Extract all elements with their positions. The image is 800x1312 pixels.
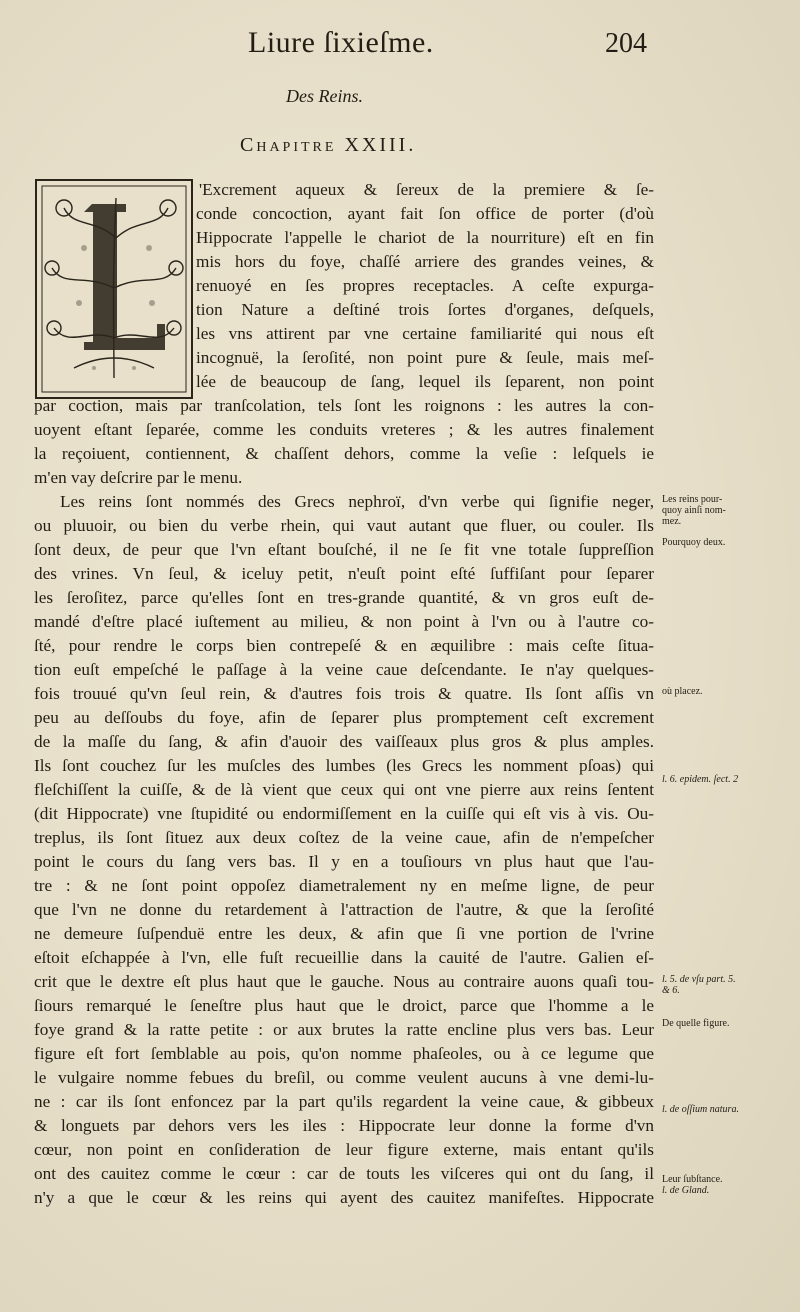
text-line: point le cours du ſang vers bas. Il y en a touſiours vn plus haut que l'au- [34, 852, 654, 871]
margin-note-citation-epidem: l. 6. epidem. ſect. 2 [662, 774, 739, 785]
text-line: tion euſt empeſché le paſſage à la veine caue deſcendante. Ie n'ay quelques- [34, 660, 654, 679]
text-line: foye grand & la ratte petite : or aux brutes la ratte encline plus vers bas. Leur [34, 1020, 654, 1039]
margin-note-citation-vsu: l. 5. de vſu part. 5. & 6. [662, 974, 736, 996]
margin-note-de-quelle-figure: De quelle figure. [662, 1018, 730, 1029]
text-line: ſté, pour rendre le corps bien contrepeſé & en æquilibre : mais ceſte ſitua- [34, 636, 654, 655]
text-line: mandé d'eſtre placé iuſtement au milieu, & non point à l'vn ou à l'autre co- [34, 612, 654, 631]
text-line: (dit Hippocrate) vne ſtupidité ou endormiſſement en la cuiſſe qui eſt vis à vis. Ou- [34, 804, 654, 823]
text-line: Les reins ſont nommés des Grecs nephroï, d'vn verbe qui ſignifie neger, [60, 492, 654, 511]
text-line: Ils ſont couchez ſur les muſcles des lumbes (les Grecs les nomment pſoas) qui [34, 756, 654, 775]
text-line: les vns attirent par vne certaine familiarité qui nous eſt [196, 324, 654, 343]
text-line: tre : & ne ſont point oppoſez diametralement ny en meſme ligne, de peur [34, 876, 654, 895]
text-line: figure eſt fort ſemblable au pois, qu'on nomme phaſeoles, ou à ce legume que [34, 1044, 654, 1063]
text-line: fleſchiſſent la cuiſſe, & de là vient que ceux qui ont vne pierre aux reins ſentent [34, 780, 654, 799]
text-line: de la maſſe du ſang, & afin d'auoir des vaiſſeaux plus gros & plus amples. [34, 732, 654, 751]
text-line: ne : car ils ſont enfoncez par la part qu'ils regardent la veine caue, & gibbeux [34, 1092, 654, 1111]
margin-note-citation-ossium: l. de oſſium natura. [662, 1104, 739, 1115]
text-line: incognuë, la ſeroſité, non point pure & ſeule, mais meſ- [196, 348, 654, 367]
text-line: treplus, ils ſont ſituez aux deux coſtez de la veine caue, afin de n'empeſcher [34, 828, 654, 847]
text-line: conde concoction, ayant fait ſon office de porter (d'où [196, 204, 654, 223]
text-line: ne demeure ſuſpenduë entre les deux, & afin que ſi vne portion de l'vrine [34, 924, 654, 943]
text-line: fois trouué qu'vn ſeul rein, & d'autres fois trois & quatre. Ils ſont aſſis vn [34, 684, 654, 703]
text-line: & longuets par dehors vers les iles : Hippocrate leur donne la forme d'vn [34, 1116, 654, 1135]
text-line: peu au deſſoubs du foye, afin de ſeparer plus promptement ceſt excrement [34, 708, 654, 727]
text-line: renuoyé en ſes propres receptacles. A ceſte expurga- [196, 276, 654, 295]
text-line: les ſeroſitez, parce qu'elles ſont en tres-grande quantité, & vn gros euſt de- [34, 588, 654, 607]
text-line: des vrines. Vn ſeul, & iceluy petit, n'euſt point eſté ſuffiſant pour ſeparer [34, 564, 654, 583]
text-line: ou pluuoir, ou bien du verbe rhein, qui vaut autant que fluer, ou couler. Ils [34, 516, 654, 535]
margin-note-ou-placez: où placez. [662, 686, 703, 697]
chapter-heading: Chapitre XXIII. [240, 134, 417, 156]
text-line: cœur, non point en conſideration de leur figure externe, mais entant qu'ils [34, 1140, 654, 1159]
text-line: crit que le dextre eſt plus haut que le gauche. Nous au contraire auons quaſi tou- [34, 972, 654, 991]
text-line: m'en vay deſcrire par le menu. [34, 468, 243, 487]
text-line: n'y a que le cœur & les reins qui ayent des cauitez manifeſtes. Hippocrate [34, 1188, 654, 1207]
margin-note-reins-pourquoi: Les reins pour- quoy ainſi nom- mez. [662, 494, 726, 527]
text-line: lée de beaucoup de ſang, lequel ils ſeparent, non point [196, 372, 654, 391]
text-line: ont des cauitez comme le cœur : car de touts les viſceres qui ont du ſang, il [34, 1164, 654, 1183]
text-line: le vulgaire nomme febues du breſil, ou comme veulent aucuns à vne demi-lu- [34, 1068, 654, 1087]
text-line: ſiours remarqué le ſeneſtre plus haut que le droict, parce que l'homme a le [34, 996, 654, 1015]
text-line: par coction, mais par tranſcolation, tels ſont les roignons : les autres la con- [34, 396, 654, 415]
page-number: 204 [605, 28, 647, 59]
text-line: 'Excrement aqueux & ſereux de la premiere & ſe- [199, 180, 654, 199]
text-line: eſtoit eſchappée à l'vn, elle fuſt recueillie dans la cauité de l'autre. Galien eſ- [34, 948, 654, 967]
section-title: Des Reins. [286, 86, 363, 106]
text-line: tion Nature a deſtiné trois ſortes d'organes, deſquels, [196, 300, 654, 319]
text-line: mis hors du foye, chaſſé arriere des grandes veines, & [196, 252, 654, 271]
text-line: ſont deux, de peur que l'vn eſtant bouſché, il ne ſe fit vne totale ſuppreſſion [34, 540, 654, 559]
text-line: que l'vn ne donne du retardement à l'attraction de l'autre, & que la ſeroſité [34, 900, 654, 919]
margin-note-pourquoy-deux: Pourquoy deux. [662, 537, 726, 548]
text-line: uoyent eſtant ſeparée, comme les conduits vreteres ; & les autres finalement [34, 420, 654, 439]
running-header-title: Liure ſixieſme. [248, 26, 434, 59]
decorated-initial-L [34, 178, 194, 400]
text-line: Hippocrate l'appelle le chariot de la nourriture) eſt en fin [196, 228, 654, 247]
margin-note-leur-substance: Leur ſubſtance. l. de Gland. [662, 1174, 723, 1196]
text-line: la reçoiuent, contiennent, & chaſſent dehors, comme la veſie : leſquels ie [34, 444, 654, 463]
